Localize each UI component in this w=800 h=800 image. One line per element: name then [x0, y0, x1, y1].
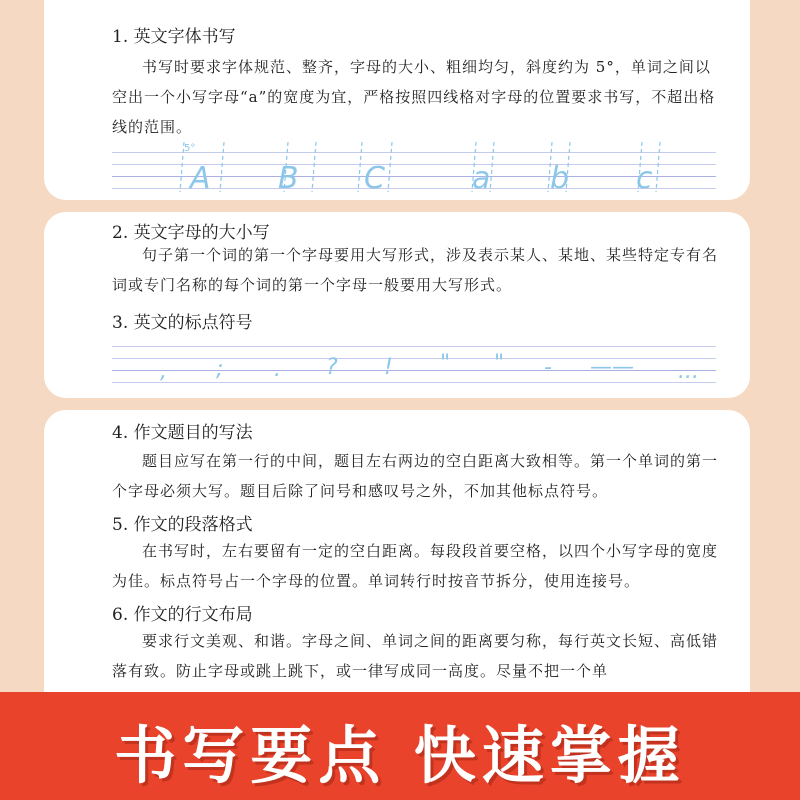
slant-guide-marks [112, 140, 716, 192]
section-heading-punctuation: 3. 英文的标点符号 [112, 313, 253, 333]
banner-slogan: 书写要点 快速掌握 [114, 719, 686, 792]
section-heading-layout: 6. 作文的行文布局 [112, 605, 253, 625]
section-card-capitalization [44, 212, 750, 398]
section-paragraph-title-writing: 题目应写在第一行的中间，题目左右两边的空白距离大致相等。第一个单词的第一个字母必须大写。题目后除了问号和感叹号之外，不加其他标点符号。 [112, 452, 719, 500]
punctuation-mark: ? [326, 355, 338, 380]
example-letter: A [190, 161, 211, 192]
section-paragraph-paragraph-format: 在书写时，左右要留有一定的空白距离。每段段首要空格，以四个小写字母的宽度为佳。标点符号占一个字母的位置。单词转行时按音节拆分，使用连接号。 [112, 542, 719, 590]
slant-angle-label: 5° [184, 143, 196, 154]
punctuation-mark: —— [590, 355, 634, 380]
example-letter: a [472, 161, 491, 192]
punctuation-mark: . [274, 357, 281, 382]
section-heading-font-writing: 1. 英文字体书写 [112, 27, 236, 47]
example-letter: c [636, 161, 653, 192]
punctuation-mark: - [544, 355, 552, 380]
punctuation-mark: , [160, 359, 167, 384]
bottom-banner [0, 692, 800, 800]
example-letter: B [278, 161, 299, 192]
section-paragraph-capitalization: 句子第一个词的第一个字母要用大写形式，涉及表示某人、某地、某些特定专有名词或专门名称的每个词的第一个字母一般要用大写形式。 [112, 246, 719, 294]
punctuation-mark: ... [678, 359, 699, 384]
section-card-composition [44, 410, 750, 692]
section-heading-paragraph-format: 5. 作文的段落格式 [112, 515, 253, 535]
section-heading-capitalization: 2. 英文字母的大小写 [112, 223, 270, 243]
example-letter: b [550, 161, 570, 192]
section-paragraph-font-writing: 书写时要求字体规范、整齐，字母的大小、粗细均匀，斜度约为 5°，单词之间以空出一个小写字母“a”的宽度为宜，严格按照四线格对字母的位置要求书写，不超出格线的范围。 [112, 58, 716, 136]
section-paragraph-layout: 要求行文美观、和谐。字母之间、单词之间的距离要匀称，每行英文长短、高低错落有致。防止字母或跳上跳下，或一律写成同一高度。尽量不把一个单 [112, 632, 719, 680]
example-letter: C [364, 161, 385, 192]
punctuation-mark: ! [384, 355, 393, 380]
section-heading-title-writing: 4. 作文题目的写法 [112, 423, 253, 443]
punctuation-examples [112, 344, 716, 390]
four-line-grid-letters [112, 140, 716, 192]
four-line-grid-punctuation [112, 344, 716, 390]
punctuation-mark: " [440, 351, 451, 376]
punctuation-mark: ; [216, 357, 224, 382]
punctuation-mark: " [494, 351, 505, 376]
section-card-font-writing [44, 0, 750, 200]
